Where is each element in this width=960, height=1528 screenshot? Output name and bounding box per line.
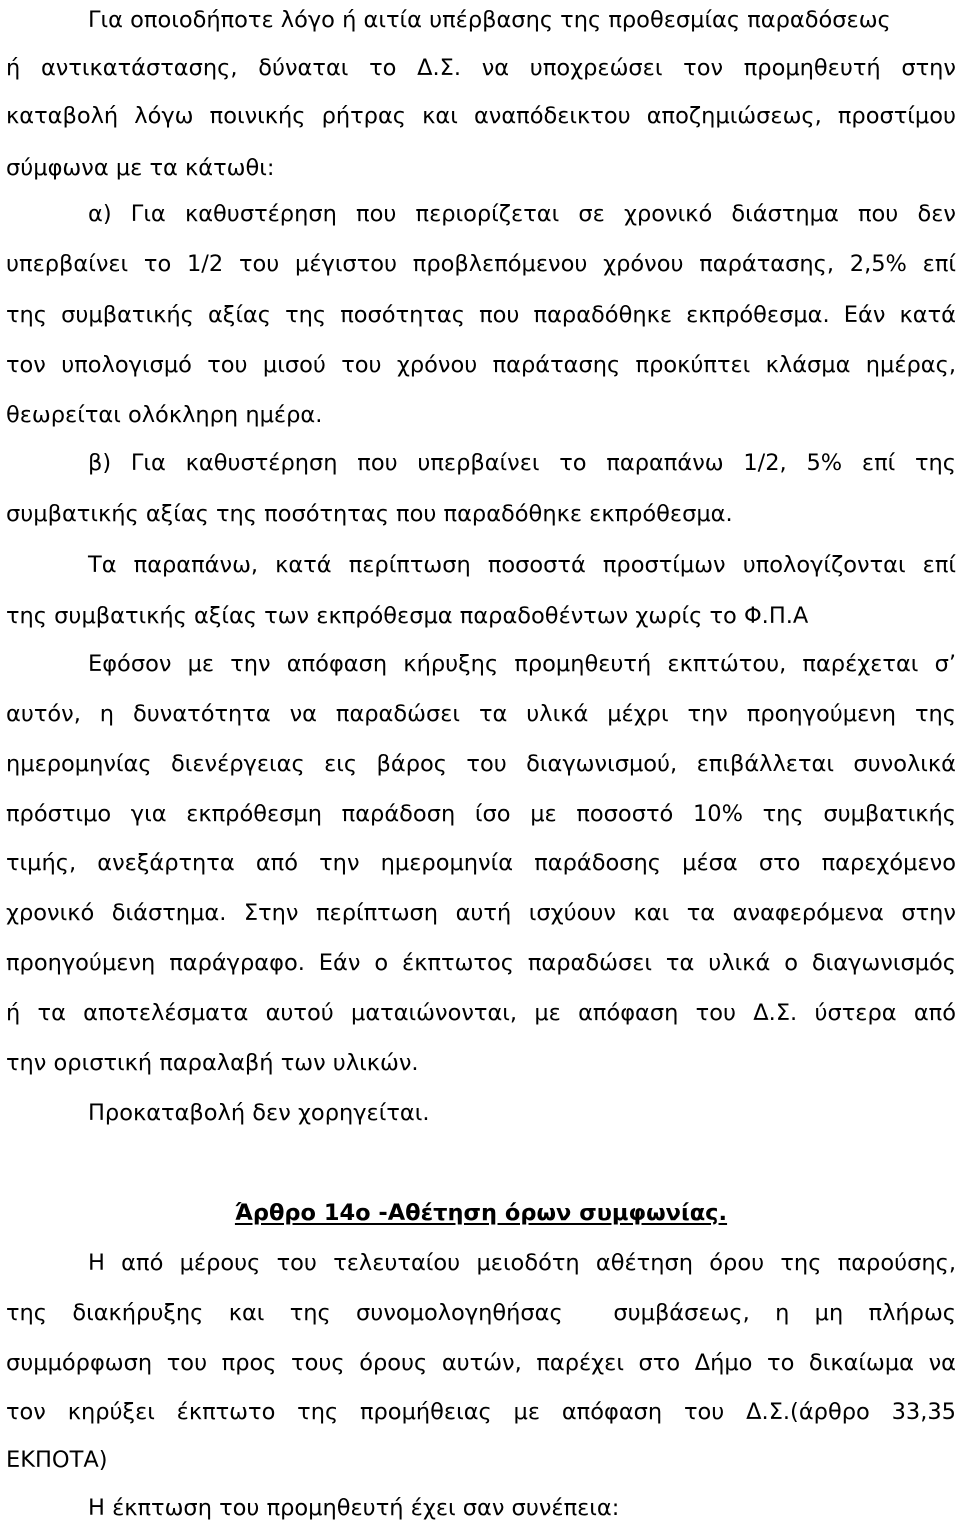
text-line: της διακήρυξης και της συνομολογηθήσας συμβάσεως, η μη πλήρως bbox=[6, 1300, 956, 1326]
text-line: Η από μέρους του τελευταίου μειοδότη αθέτηση όρου της παρούσης, bbox=[88, 1250, 956, 1276]
text-line: προηγούμενη παράγραφο. Εάν ο έκπτωτος παραδώσει τα υλικά ο διαγωνισμός bbox=[6, 950, 956, 976]
text-line: σύμφωνα με τα κάτωθι: bbox=[6, 155, 275, 181]
text-line: ή αντικατάστασης, δύναται το Δ.Σ. να υποχρεώσει τον προμηθευτή στην bbox=[6, 55, 956, 81]
text-line: β) Για καθυστέρηση που υπερβαίνει το παραπάνω 1/2, 5% επί της bbox=[88, 450, 956, 476]
text-line: αυτόν, η δυνατότητα να παραδώσει τα υλικά μέχρι την προηγούμενη της bbox=[6, 701, 956, 727]
text-line: συμβατικής αξίας της ποσότητας που παραδόθηκε εκπρόθεσμα. bbox=[6, 501, 733, 527]
text-line: α) Για καθυστέρηση που περιορίζεται σε χρονικό διάστημα που δεν bbox=[88, 201, 956, 227]
text-line: υπερβαίνει το 1/2 του μέγιστου προβλεπόμενου χρόνου παράτασης, 2,5% επί bbox=[6, 251, 956, 277]
text-line: την οριστική παραλαβή των υλικών. bbox=[6, 1050, 419, 1076]
text-line: Η έκπτωση του προμηθευτή έχει σαν συνέπεια: bbox=[88, 1495, 620, 1521]
text-line: ή τα αποτελέσματα αυτού ματαιώνονται, με απόφαση του Δ.Σ. ύστερα από bbox=[6, 1000, 956, 1026]
text-line: Τα παραπάνω, κατά περίπτωση ποσοστά προστίμων υπολογίζονται επί bbox=[88, 552, 956, 578]
text-line: ημερομηνίας διενέργειας εις βάρος του διαγωνισμού, επιβάλλεται συνολικά bbox=[6, 751, 956, 777]
text-line: ΕΚΠΟΤΑ) bbox=[6, 1447, 108, 1473]
text-line: τιμής, ανεξάρτητα από την ημερομηνία παράδοσης μέσα στο παρεχόμενο bbox=[6, 850, 956, 876]
text-line: τον κηρύξει έκπτωτο της προμήθειας με απόφαση του Δ.Σ.(άρθρο 33,35 bbox=[6, 1399, 956, 1425]
text-line: της συμβατικής αξίας των εκπρόθεσμα παραδοθέντων χωρίς το Φ.Π.Α bbox=[6, 603, 809, 629]
text-line: καταβολή λόγω ποινικής ρήτρας και αναπόδεικτου αποζημιώσεως, προστίμου bbox=[6, 103, 956, 129]
text-line: τον υπολογισμό του μισού του χρόνου παράτασης προκύπτει κλάσμα ημέρας, bbox=[6, 352, 956, 378]
text-line: της συμβατικής αξίας της ποσότητας που παραδόθηκε εκπρόθεσμα. Εάν κατά bbox=[6, 302, 956, 328]
text-line: συμμόρφωση του προς τους όρους αυτών, παρέχει στο Δήμο το δικαίωμα να bbox=[6, 1350, 956, 1376]
text-line: θεωρείται ολόκληρη ημέρα. bbox=[6, 402, 323, 428]
text-line: Για οποιοδήποτε λόγο ή αιτία υπέρβασης της προθεσμίας παραδόσεως bbox=[88, 7, 891, 33]
text-line: χρονικό διάστημα. Στην περίπτωση αυτή ισχύουν και τα αναφερόμενα στην bbox=[6, 900, 956, 926]
text-line: πρόστιμο για εκπρόθεσμη παράδοση ίσο με ποσοστό 10% της συμβατικής bbox=[6, 801, 956, 827]
text-line: Προκαταβολή δεν χορηγείται. bbox=[88, 1100, 430, 1126]
text-line: Εφόσον με την απόφαση κήρυξης προμηθευτή εκπτώτου, παρέχεται σ’ bbox=[88, 651, 956, 677]
article-heading: Άρθρο 14ο -Αθέτηση όρων συμφωνίας. bbox=[234, 1200, 728, 1226]
